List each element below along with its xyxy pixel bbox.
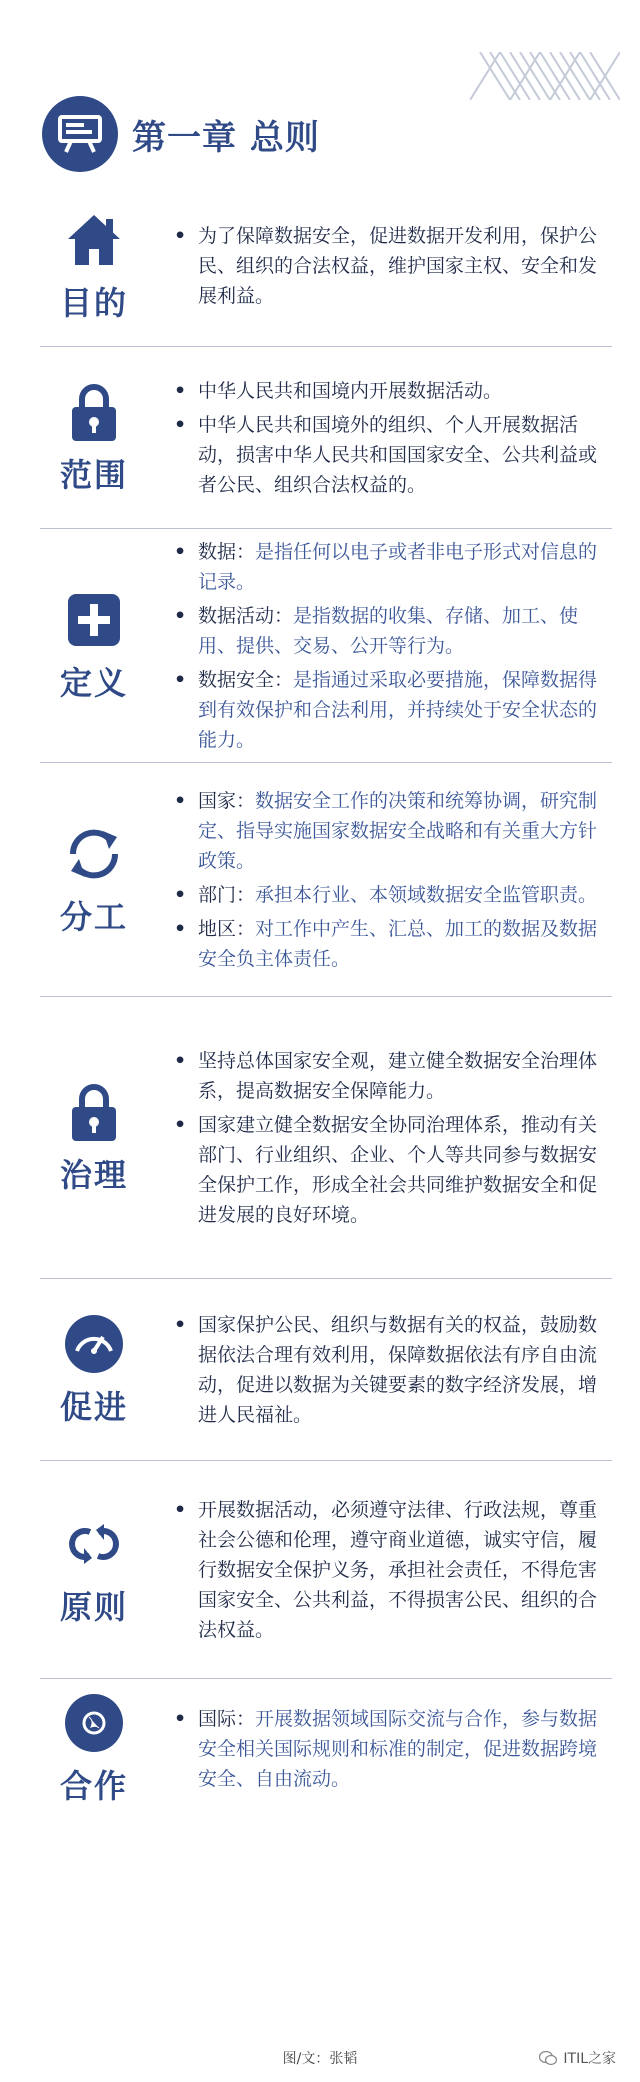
- section-content: [172, 763, 612, 996]
- bullet-item: [172, 665, 612, 755]
- bullet-text: 坚持总体国家安全观，建立健全数据安全治理体系，提高数据安全保障能力。: [198, 1049, 598, 1102]
- link-loop-icon: [62, 1512, 126, 1576]
- brand-name: ITIL之家: [563, 2051, 616, 2067]
- bullet-item: [172, 880, 612, 910]
- term-label: 数据活动：: [198, 604, 294, 627]
- section-label: 范围: [59, 455, 128, 494]
- section-label: 目的: [59, 283, 128, 322]
- section-label: 治理: [59, 1155, 128, 1194]
- section-content: [172, 347, 612, 528]
- bullet-text: 中华人民共和国境内开展数据活动。: [198, 379, 503, 402]
- credit-text: 图/文：张韬: [282, 2051, 358, 2067]
- bullet-text: 对工作中产生、汇总、加工的数据及数据安全负主体责任。: [198, 917, 598, 970]
- section-heading: [40, 529, 148, 762]
- bullet-text: 国家保护公民、组织与数据有关的权益，鼓励数据依法合理有效利用，保障数据依法有序自由流动，促进以数据为关键要素的数字经济发展，增进人民福祉。: [198, 1313, 598, 1426]
- section-6: [40, 1279, 612, 1461]
- footer: [0, 2040, 640, 2080]
- bullet-text: 是指任何以电子或者非电子形式对信息的记录。: [198, 540, 598, 593]
- section-2: [40, 347, 612, 529]
- section-heading: [40, 1679, 148, 1819]
- bullet-item: [172, 1310, 612, 1430]
- chapter-header: [42, 96, 320, 172]
- term-label: 地区：: [198, 917, 256, 940]
- section-content: [172, 1679, 612, 1819]
- term-label: 数据安全：: [198, 668, 294, 691]
- section-heading: [40, 997, 148, 1278]
- section-content: [172, 185, 612, 346]
- section-label: 促进: [59, 1387, 128, 1426]
- bullet-text: 开展数据活动，必须遵守法律、行政法规，尊重社会公德和伦理，遵守商业道德，诚实守信，履行数据安全保护义务，承担社会责任，不得危害国家安全、公共利益，不得损害公民、组织的合法权益。: [198, 1498, 598, 1641]
- brand: [539, 2048, 616, 2068]
- presentation-board-icon: [42, 96, 118, 172]
- section-heading: [40, 347, 148, 528]
- speedometer-icon: [62, 1312, 126, 1376]
- term-label: 数据：: [198, 540, 256, 563]
- bullet-text: 开展数据领域国际交流与合作，参与数据安全相关国际规则和标准的制定，促进数据跨境安全、自由流动。: [198, 1708, 598, 1790]
- section-3: [40, 529, 612, 763]
- section-label: 分工: [59, 897, 128, 936]
- bullet-item: [172, 537, 612, 597]
- section-8: [40, 1679, 612, 1819]
- section-heading: [40, 1279, 148, 1460]
- section-content: [172, 997, 612, 1278]
- wechat-icon: [539, 2050, 557, 2066]
- section-label: 原则: [59, 1587, 128, 1626]
- bullet-item: [172, 1046, 612, 1106]
- term-label: 国际：: [198, 1708, 256, 1730]
- bullet-item: [172, 786, 612, 876]
- section-5: [40, 997, 612, 1279]
- bullet-item: [172, 221, 612, 311]
- term-label: 部门：: [198, 883, 256, 906]
- bullet-item: [172, 1495, 612, 1645]
- bullet-text: 承担本行业、本领域数据安全监管职责。: [255, 883, 598, 906]
- bullet-text: 是指数据的收集、存储、加工、使用、提供、交易、公开等行为。: [198, 604, 579, 657]
- section-content: [172, 1279, 612, 1460]
- section-4: [40, 763, 612, 997]
- bullet-text: 数据安全工作的决策和统筹协调，研究制定、指导实施国家数据安全战略和有关重大方针政策。: [198, 789, 598, 872]
- bullet-item: [172, 1110, 612, 1230]
- bullet-item: [172, 376, 612, 406]
- section-7: [40, 1461, 612, 1679]
- diagonal-stripes-decoration: [470, 52, 620, 100]
- term-label: 国家：: [198, 789, 256, 812]
- bullet-text: 是指通过采取必要措施，保障数据得到有效保护和合法利用，并持续处于安全状态的能力。: [198, 668, 598, 751]
- bullet-text: 中华人民共和国境外的组织、个人开展数据活动，损害中华人民共和国国家安全、公共利益或者公民、组织合法权益的。: [198, 413, 598, 496]
- bullet-text: 为了保障数据安全，促进数据开发利用，保护公民、组织的合法权益，维护国家主权、安全和发展利益。: [198, 224, 598, 307]
- section-label: 合作: [59, 1767, 128, 1805]
- sections-list: [40, 185, 612, 1819]
- plus-icon: [62, 588, 126, 652]
- globe-icon: [62, 1691, 126, 1755]
- bullet-item: [172, 1704, 612, 1794]
- section-1: [40, 185, 612, 347]
- cycle-arrows-icon: [62, 822, 126, 886]
- house-icon: [62, 208, 126, 272]
- lock-icon: [62, 380, 126, 444]
- section-content: [172, 529, 612, 762]
- section-heading: [40, 185, 148, 346]
- chapter-title: 第一章 总则: [132, 117, 320, 158]
- bullet-text: 国家建立健全数据安全协同治理体系，推动有关部门、行业组织、企业、个人等共同参与数据安全保护工作，形成全社会共同维护数据安全和促进发展的良好环境。: [198, 1113, 598, 1226]
- section-heading: [40, 763, 148, 996]
- section-label: 定义: [59, 663, 128, 702]
- bullet-item: [172, 410, 612, 500]
- lock-icon: [62, 1080, 126, 1144]
- bullet-item: [172, 601, 612, 661]
- bullet-item: [172, 914, 612, 974]
- section-content: [172, 1461, 612, 1678]
- section-heading: [40, 1461, 148, 1678]
